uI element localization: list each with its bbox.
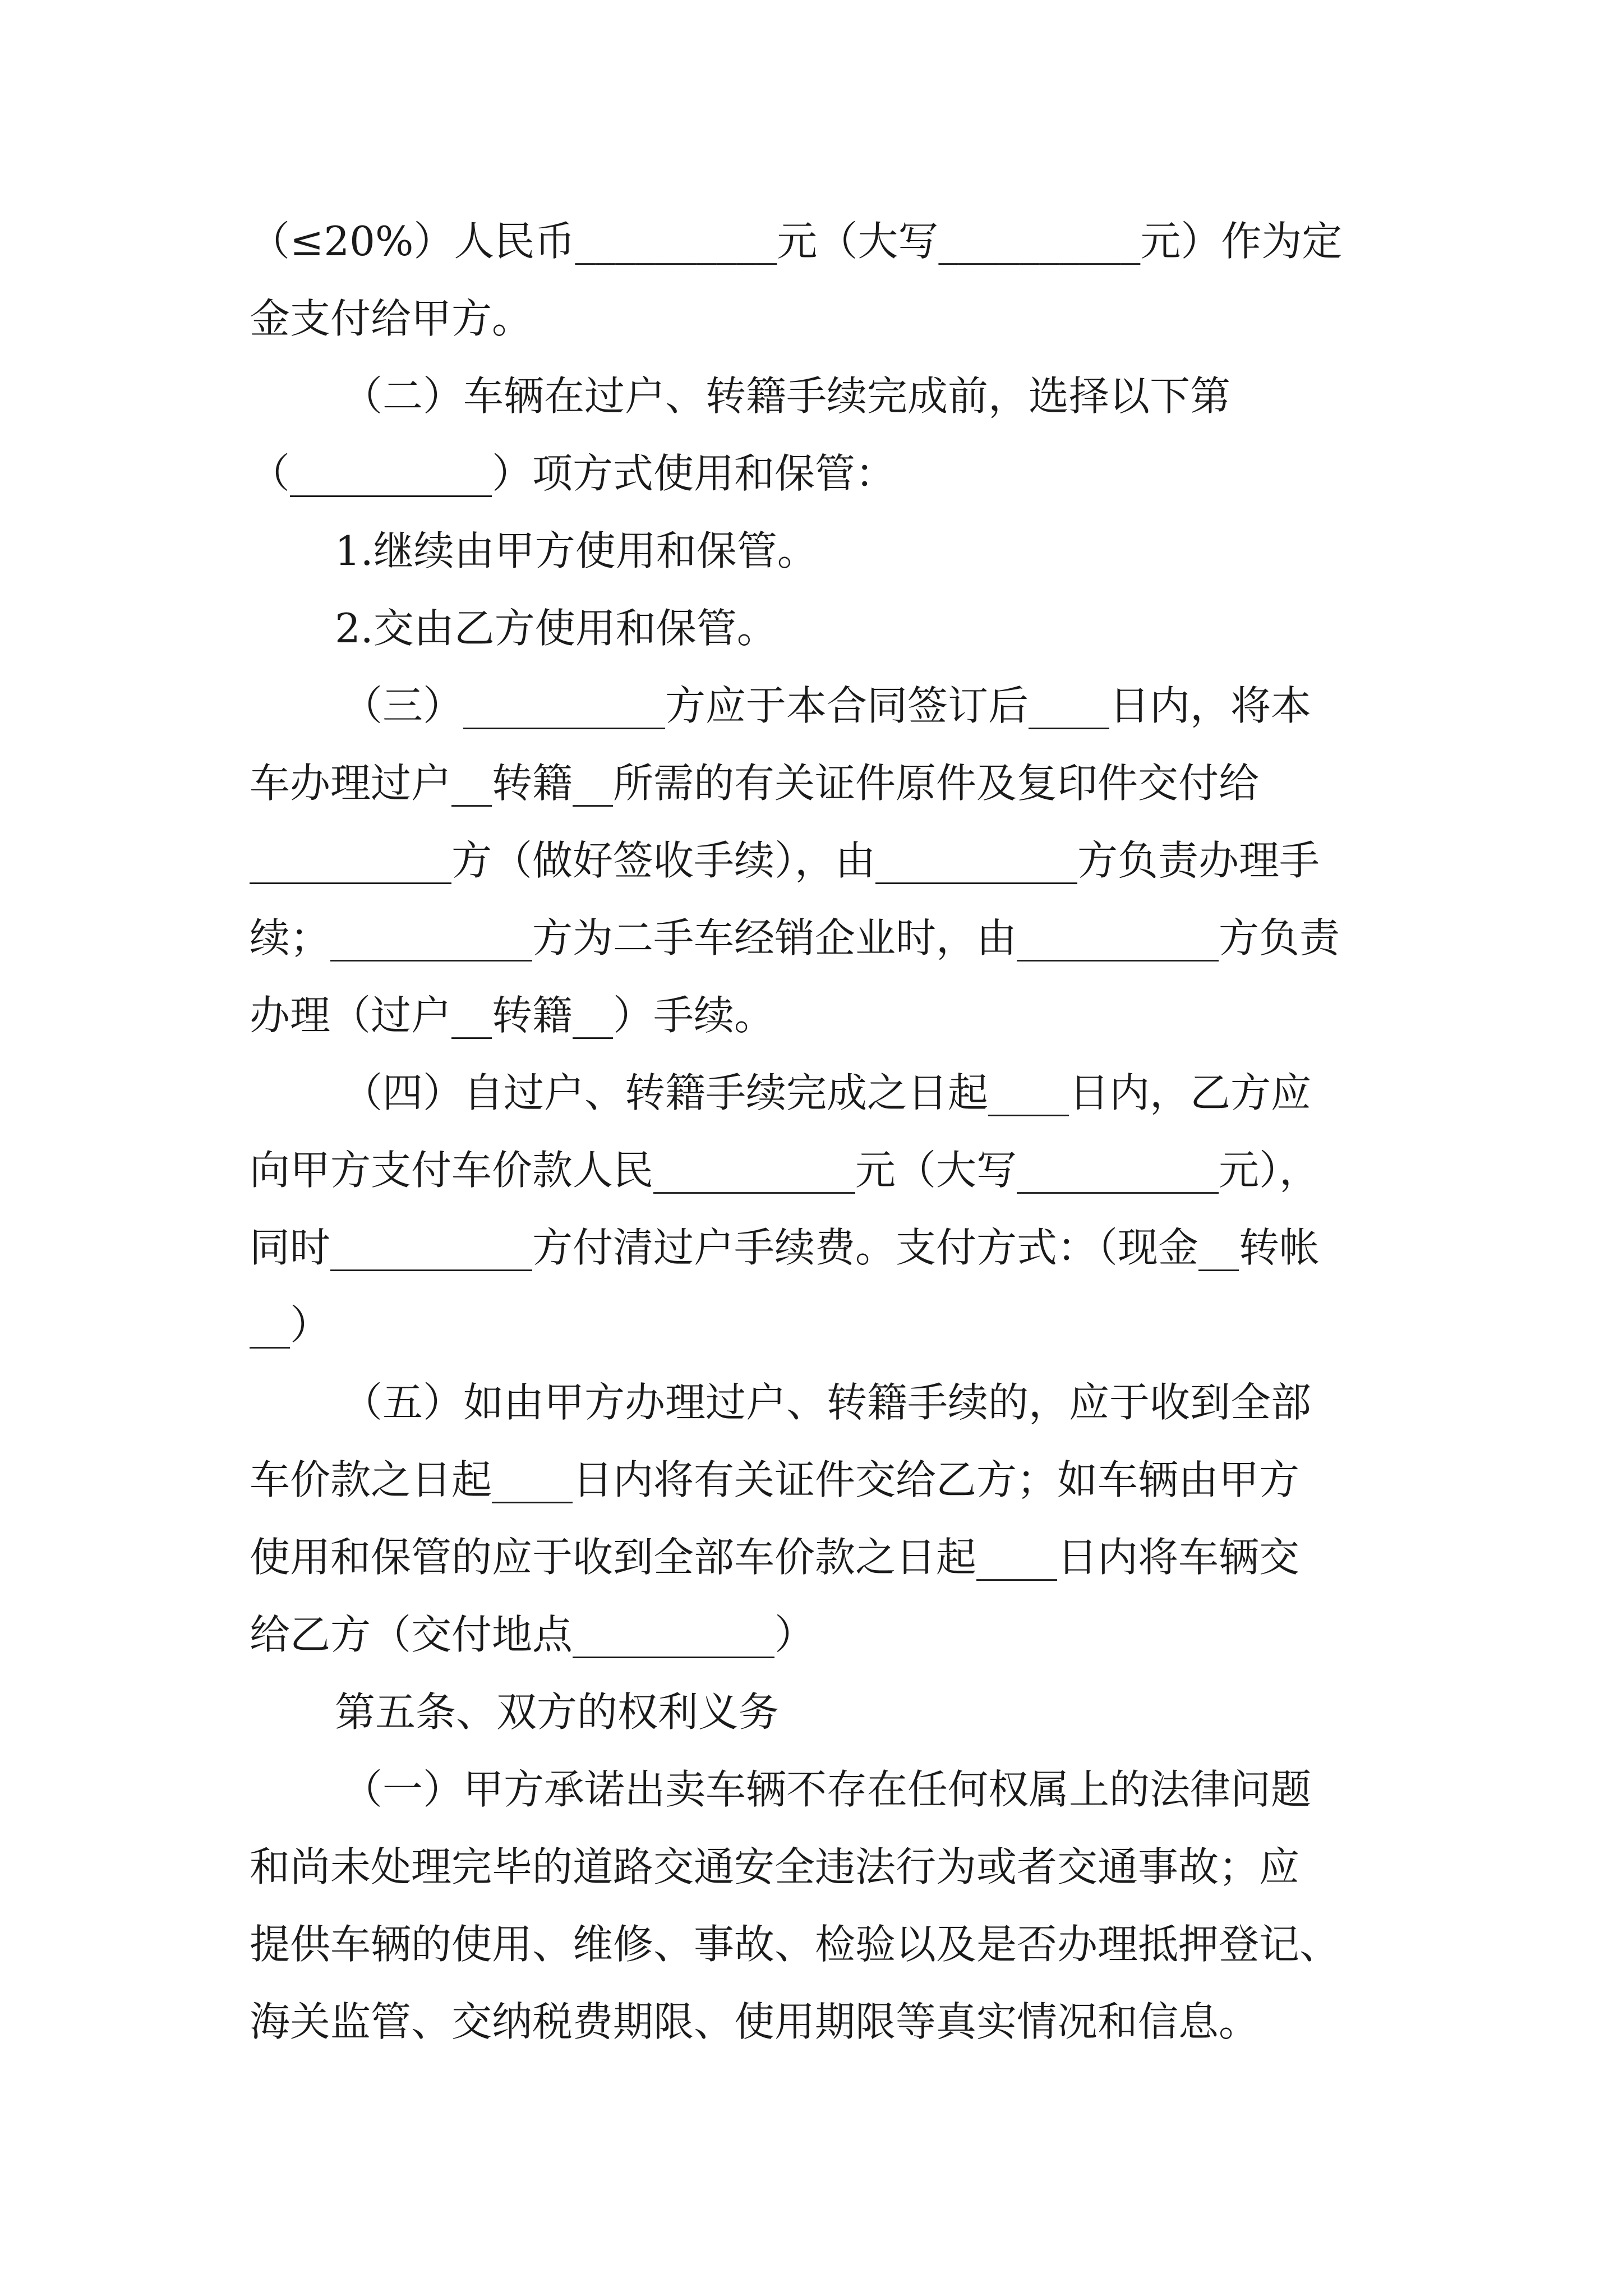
line-text: 办理（过户__转籍__）手续。 [250, 992, 775, 1039]
line-text: 1.继续由甲方使用和保管。 [335, 527, 818, 574]
line-text: （一）甲方承诺出卖车辆不存在任何权属上的法律问题 [342, 1766, 1312, 1813]
line-text: （二）车辆在过户、转籍手续完成前，选择以下第 [342, 372, 1231, 420]
line-text: （五）如由甲方办理过户、转籍手续的，应于收到全部 [342, 1379, 1312, 1426]
line-text: 提供车辆的使用、维修、事故、检验以及是否办理抵押登记、 [250, 1921, 1340, 1968]
line-text: 车办理过户__转籍__所需的有关证件原件及复印件交付给 [250, 760, 1260, 807]
line-text: （三）__________方应于本合同签订后____日内，将本 [342, 682, 1312, 729]
line-text: （≤20%）人民币__________元（大写__________元）作为定 [250, 218, 1343, 265]
line-text: （__________）项方式使用和保管： [250, 450, 896, 497]
line-text: 使用和保管的应于收到全部车价款之日起____日内将车辆交 [250, 1534, 1300, 1581]
line-text: __） [250, 1301, 331, 1349]
line-text: 给乙方（交付地点__________） [250, 1611, 815, 1658]
line-text: 续；__________方为二手车经销企业时，由__________方负责 [250, 914, 1340, 961]
line-text: 金支付给甲方。 [250, 295, 533, 342]
line-text: 和尚未处理完毕的道路交通安全违法行为或者交通事故；应 [250, 1843, 1300, 1890]
line-text: 2.交由乙方使用和保管。 [335, 605, 777, 652]
line-text: __________方（做好签收手续），由__________方负责办理手 [250, 837, 1320, 884]
line-text: 向甲方支付车价款人民__________元（大写__________元）， [250, 1147, 1320, 1194]
line-text: 车价款之日起____日内将有关证件交给乙方；如车辆由甲方 [250, 1456, 1300, 1503]
section-heading: 第五条、双方的权利义务 [335, 1688, 780, 1736]
line-text: 同时__________方付清过户手续费。支付方式：（现金__转帐 [250, 1224, 1320, 1271]
line-text: 海关监管、交纳税费期限、使用期限等真实情况和信息。 [250, 1998, 1260, 2045]
line-text: （四）自过户、转籍手续完成之日起____日内，乙方应 [342, 1069, 1312, 1116]
